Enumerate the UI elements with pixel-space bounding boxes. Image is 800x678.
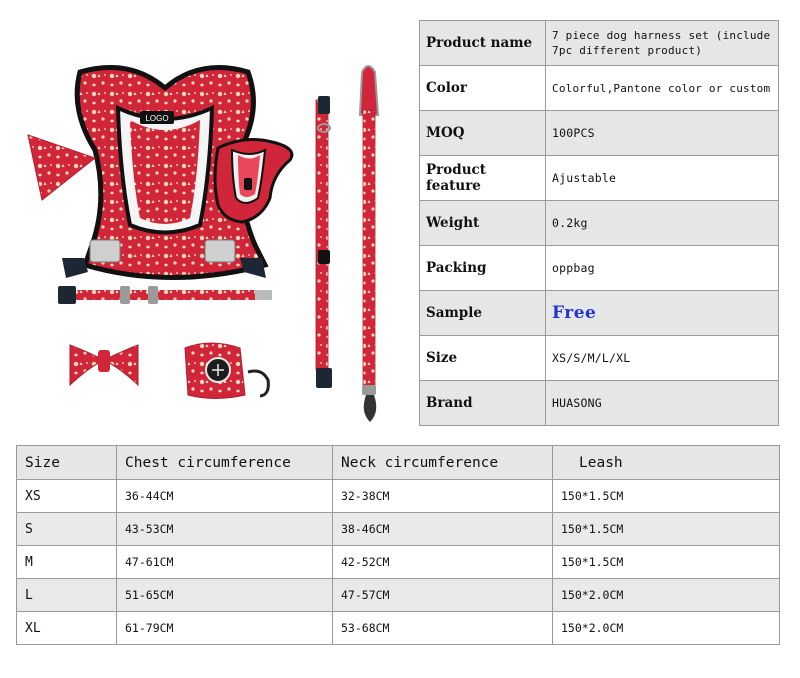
size-chart-header [17, 446, 780, 480]
chest-cell: 47-61CM [117, 546, 333, 579]
leash [360, 66, 378, 422]
table-row [17, 612, 780, 645]
spec-key: Product name [420, 21, 546, 66]
neck-cell: 47-57CM [333, 579, 553, 612]
leash-cell: 150*1.5CM [553, 546, 780, 579]
chest-cell: 43-53CM [117, 513, 333, 546]
spec-row-packing [420, 246, 779, 291]
table-row [17, 513, 780, 546]
chest-cell: 61-79CM [117, 612, 333, 645]
size-cell: M [17, 546, 117, 579]
logo-text: LOGO [145, 114, 169, 123]
table-row [17, 546, 780, 579]
leash-cell: 150*1.5CM [553, 480, 780, 513]
spec-row-brand [420, 381, 779, 426]
collar [316, 96, 332, 388]
sample-free-value: Free [546, 291, 779, 336]
spec-key: Size [420, 336, 546, 381]
spec-key: Color [420, 66, 546, 111]
collar-slider [318, 250, 330, 264]
header-chest: Chest circumference [117, 446, 333, 480]
buckle-left [62, 258, 88, 278]
spec-row-size [420, 336, 779, 381]
spec-key: Packing [420, 246, 546, 291]
car-seatbelt [58, 286, 272, 304]
size-chart-table [16, 445, 780, 645]
spec-value: 0.2kg [546, 201, 779, 246]
header-neck: Neck circumference [333, 446, 553, 480]
neck-cell: 32-38CM [333, 480, 553, 513]
spec-key: Product feature [420, 156, 546, 201]
spec-value: HUASONG [546, 381, 779, 426]
spec-value: Colorful,Pantone color or custom [546, 66, 779, 111]
neck-cell: 42-52CM [333, 546, 553, 579]
size-cell: XL [17, 612, 117, 645]
buckle-right [240, 258, 266, 278]
leash-clip [364, 395, 377, 422]
spec-key: Sample [420, 291, 546, 336]
spec-row-color [420, 66, 779, 111]
size-cell: S [17, 513, 117, 546]
collar-buckle-bottom [316, 368, 332, 388]
bandana [28, 135, 95, 200]
leash-handle [360, 66, 378, 115]
mesh-panel-left [90, 240, 120, 262]
spec-row-product-name [420, 21, 779, 66]
leash-cell: 150*2.0CM [553, 579, 780, 612]
mesh-panel-right [205, 240, 235, 262]
poop-bag-holder [185, 343, 268, 399]
cat-harness [215, 140, 292, 222]
bow-tie [70, 345, 138, 385]
collar-buckle-top [318, 96, 330, 114]
spec-table [419, 20, 779, 426]
neck-cell: 53-68CM [333, 612, 553, 645]
leash-cell: 150*2.0CM [553, 612, 780, 645]
header-size: Size [17, 446, 117, 480]
spec-key: Weight [420, 201, 546, 246]
size-cell: XS [17, 480, 117, 513]
carabiner [248, 371, 268, 396]
header-leash: Leash [553, 446, 780, 480]
spec-value: 100PCS [546, 111, 779, 156]
table-row [17, 579, 780, 612]
table-row [17, 480, 780, 513]
leash-cell: 150*1.5CM [553, 513, 780, 546]
spec-value: Ajustable [546, 156, 779, 201]
spec-key: Brand [420, 381, 546, 426]
spec-row-weight [420, 201, 779, 246]
leash-swivel [362, 385, 376, 395]
spec-key: MOQ [420, 111, 546, 156]
spec-value: 7 piece dog harness set (include 7pc different product) [546, 21, 779, 66]
size-cell: L [17, 579, 117, 612]
chest-cell: 36-44CM [117, 480, 333, 513]
spec-value: XS/S/M/L/XL [546, 336, 779, 381]
chest-cell: 51-65CM [117, 579, 333, 612]
product-illustration [0, 0, 410, 435]
spec-row-product-feature [420, 156, 779, 201]
neck-cell: 38-46CM [333, 513, 553, 546]
spec-row-moq [420, 111, 779, 156]
spec-row-sample [420, 291, 779, 336]
spec-value: oppbag [546, 246, 779, 291]
